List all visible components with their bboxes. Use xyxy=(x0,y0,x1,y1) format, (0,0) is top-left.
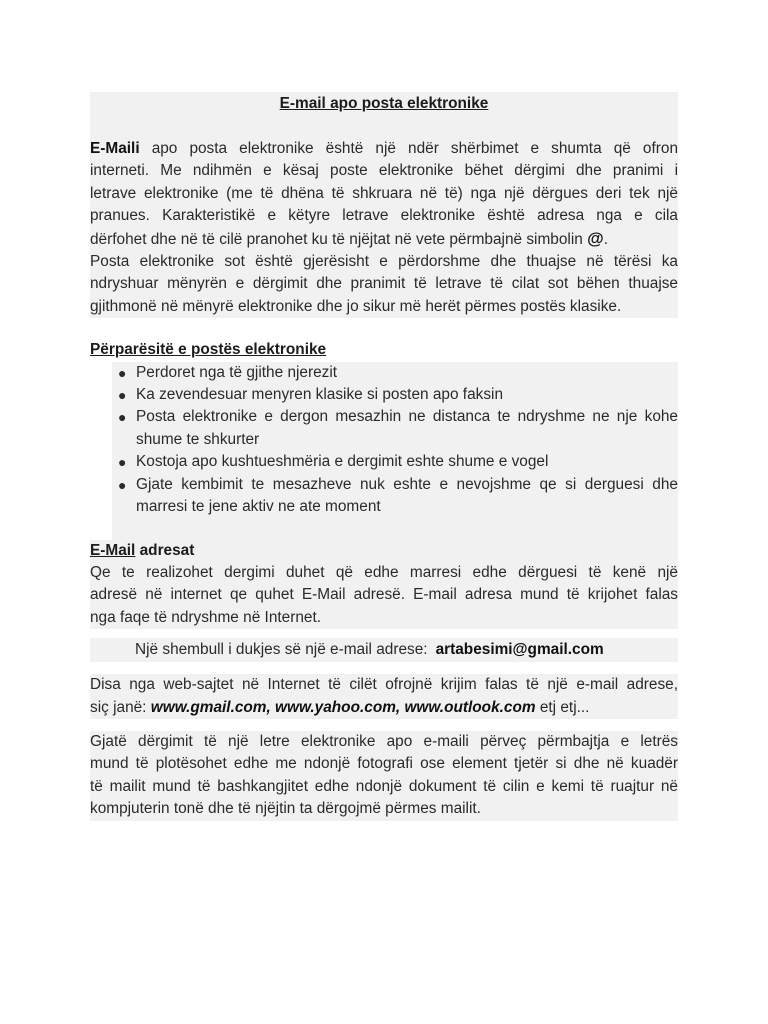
addresses-heading xyxy=(90,540,678,562)
list-item-text: shume te shkurter xyxy=(136,430,260,448)
spacer xyxy=(90,117,678,138)
bullet-icon: ● xyxy=(118,364,127,381)
intro-line: Posta elektronike sot është gjerësisht e përdorshme dhe thuajse në tërësi ka xyxy=(90,253,678,271)
addresses-paragraph xyxy=(90,562,678,629)
bullet-icon: ● xyxy=(118,409,127,426)
email-example xyxy=(90,638,678,662)
list-item-text: Gjate kembimit te mesazheve nuk eshte e nevojshme qe si derguesi dhe xyxy=(136,475,678,493)
addresses-line: nga faqe të ndryshme në Internet. xyxy=(90,608,322,626)
spacer xyxy=(90,662,678,674)
intro-line xyxy=(90,138,678,160)
spacer xyxy=(90,318,678,339)
intro-line-text: apo posta elektronike është një ndër shërbimet e shumta që ofron xyxy=(151,140,678,157)
intro-lead: E-Maili xyxy=(90,140,140,157)
attachments-line: mund të plotësohet edhe me ndonjë fotografi ose element tjetër si dhe në kuadër xyxy=(90,755,678,773)
spacer xyxy=(90,629,678,638)
email-example-address: artabesimi@gmail.com xyxy=(435,641,604,659)
intro-line: interneti. Me ndihmën e kësaj poste elektronike bëhet dërgimi dhe pranimi i xyxy=(90,162,678,180)
list-item-text: Posta elektronike e dergon mesazhin ne distanca te ndryshme ne nje kohe xyxy=(136,408,678,426)
sites-suffix: etj etj... xyxy=(535,698,590,716)
list-item xyxy=(112,474,678,519)
sites-line xyxy=(90,697,678,719)
intro-line-end: . xyxy=(603,230,608,248)
sites-line: Disa nga web-sajtet në Internet të cilët ofrojnë krijim falas të një e-mail adrese, xyxy=(90,676,678,694)
intro-line: ndryshuar mënyrën e dërgimit dhe pranimit të letrave të cilat sot bëhen thuajse xyxy=(90,275,678,293)
bullet-icon: ● xyxy=(118,454,127,471)
advantages-list xyxy=(112,362,678,519)
addresses-heading-underlined: E-Mail xyxy=(90,541,136,559)
intro-paragraph xyxy=(90,138,678,318)
list-item-text: marresi te jene aktiv ne ate moment xyxy=(136,498,381,516)
list-item xyxy=(112,406,678,451)
attachments-line: kompjuterin tonë dhe të njëjtin ta dërgojmë përmes mailit. xyxy=(90,800,481,818)
bullet-icon: ● xyxy=(118,476,127,493)
advantages-heading: Përparësitë e postës elektronike xyxy=(90,341,327,359)
intro-line: pranues. Karakteristikë e këtyre letrave elektronike është adresa nga e cila xyxy=(90,207,678,225)
bullet-icon: ● xyxy=(118,387,127,404)
list-item-text: Kostoja apo kushtueshmëria e dergimit eshte shume e vogel xyxy=(136,453,549,471)
addresses-heading-rest: adresat xyxy=(135,541,195,559)
attachments-line: të mailit mund të bashkangjitet edhe ndonjë dokument të cilin e kemi të ruajtur në xyxy=(90,777,678,795)
list-item-text: Ka zevendesuar menyren klasike si posten apo faksin xyxy=(136,386,504,404)
advantages-list-wrap xyxy=(112,362,678,540)
intro-line-text: dërfohet dhe në të cilë pranohet ku të njëjtat në vete përmbajnë simbolin xyxy=(90,230,583,248)
addresses-line: Qe te realizohet dergimi duhet që edhe marresi edhe dërguesi të kenë një xyxy=(90,563,678,581)
document-content xyxy=(90,92,678,821)
email-example-label: Një shembull i dukjes së një e-mail adrese: xyxy=(135,641,428,659)
list-item xyxy=(112,451,678,473)
intro-line: gjithmonë në mënyrë elektronike dhe jo sikur më herët përmes postës klasike. xyxy=(90,297,622,315)
spacer xyxy=(112,519,678,540)
sites-paragraph xyxy=(90,674,678,719)
sites-links: www.gmail.com, www.yahoo.com, www.outlook.com xyxy=(150,698,536,716)
list-item xyxy=(112,384,678,406)
spacer xyxy=(90,719,678,731)
attachments-paragraph xyxy=(90,731,678,821)
intro-line: letrave elektronike (me të dhëna të shkruara në të) nga një dërgues deri tek një xyxy=(90,184,678,202)
list-item-text: Perdoret nga të gjithe njerezit xyxy=(136,363,338,381)
document-title: E-mail apo posta elektronike xyxy=(90,92,678,117)
list-item xyxy=(112,362,678,384)
sites-prefix: siç janë: xyxy=(90,698,151,716)
attachments-line: Gjatë dërgimit të një letre elektronike apo e-maili përveç përmbajtja e letrës xyxy=(90,732,678,750)
addresses-line: adresë në internet qe quhet E-Mail adresë. E-mail adresa mund të krijohet falas xyxy=(90,586,678,604)
intro-line xyxy=(90,228,678,251)
at-symbol: @ xyxy=(587,228,604,248)
